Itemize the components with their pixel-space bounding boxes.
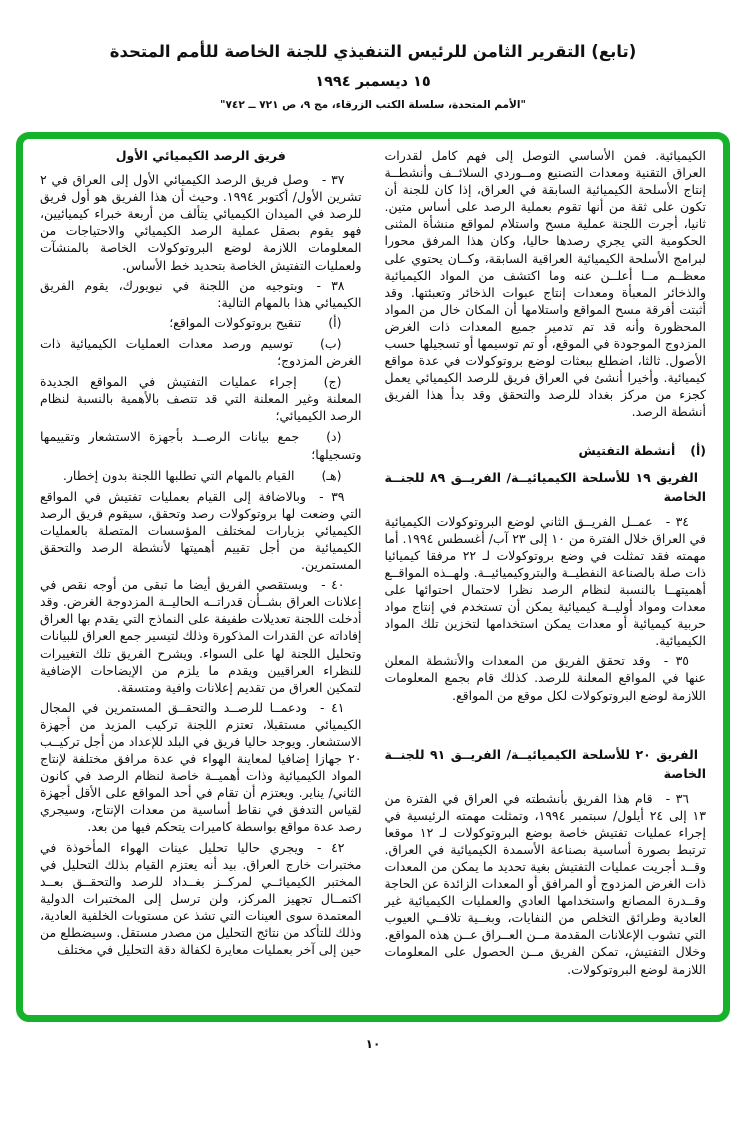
list-item-marker: (ج) [323, 374, 342, 390]
document-header [0, 42, 746, 111]
two-column-layout [23, 139, 723, 1015]
column-left [40, 147, 362, 1015]
paragraph-text: ودعمــا للرصــد والتحقــق المستمرين في المجال الكيميائي مستقبلا، تعتزم اللجنة تركيب المزيد من أجهزة الاستشعار. ويوجد حاليا فريق في البلد للإعداد من أجل تركيــب ٢٠ جهازا إضافيا لمعاينة الهواء في عدة مرافق مختلفة لإنتاج المواد الكيميائية وذات أهميــة خاصة لنظام الرصد في كانون الثاني/ يناير. ويعتزم أن تقام في أحد المواقع على الأقل أجهزة لقياس التدفق في نقاط أساسية من معدات الإنتاج، وسيجري رصد عدة مواقع بواسطة كاميرات يتحكم فيها من بعد. [40, 699, 362, 835]
list-item-b [40, 335, 362, 369]
list-item-text: توسيم ورصد معدات العمليات الكيميائية ذات الغرض المزدوج؛ [40, 335, 362, 369]
section-title: أنشطة التفتيش [578, 442, 676, 458]
list-item-e [40, 467, 362, 484]
section-marker: (أ) [690, 442, 706, 458]
list-item-a [40, 314, 362, 331]
paragraph-text: عمــل الفريــق الثاني لوضع البروتوكولات الكيميائية في العراق خلال الفترة من ١٠ إلى ٢٣ آب/ أغسطس ١٩٩٤. أما مهمته فقد تمثلت في وضع بروتوكولات لـ ٢٢ مرفقا كيميائيا ذات صلة بالصناعة النفطيــة والبتروكيميائيــة. ولهــذه المواقــع أهميتهــا بالنسبة لنظام الرصد نظرا لاحتمال احتوائها على معدات ومواد أوليــة كيميائية يمكن أن تستخدم في إنتاج مواد حربية كيميائية أو معدات يمكن استخدامها لتخزين تلك المواد الكيميائية. [384, 513, 706, 649]
list-item-text: تنقيح بروتوكولات المواقع؛ [169, 314, 302, 330]
paragraph-text: قام هذا الفريق بأنشطته في العراق في الفترة من ١٣ إلى ٢٤ أيلول/ سبتمبر ١٩٩٤، وتمثلت مهمته الرئيسية في إجراء عمليات تفتيش خاصة بوضع البروتوكولات لـ ١٢ موقعا ترتبط بصورة أساسية بصناعة الأسمدة الكيميائية في العراق. وقــد أجريت عمليات التفتيش بغية تحديد ما يمكن من المعدات ذات الغرض المزدوج أو المرافق أو المعدات الزائدة عن الحاجة وقــدرة المصانع واستخدامها العادي والعمليات الكيميائية غير العادية وطرائق التخلص من النفايات، وبغــية تلافــي العيوب التي تشوب الإعلانات المقدمة مــن العــراق عــن هذه المواقع. وخلال التفتيش، تمكن الفريق مــن الحصول على المعلومات اللازمة لوضع البروتوكولات. [384, 790, 706, 977]
paragraph-number: ٣٧ - [321, 172, 345, 188]
list-item-marker: (هـ) [321, 467, 342, 483]
paragraph-continuation: الكيميائية. فمن الأساسي التوصل إلى فهم كامل لقدرات العراق التقنية ومعدات التصنيع ومــوردي السلائــف وأنشطــة إنتاج الأسلحة الكيميائية السابقة في العراق، إذا كان للجنة أن تكون على ثقة من أنها تقوم بعملية الرصد على أساس متين. ثانيا، أجرت اللجنة عملية مسح واستلام لمواقع منشأة المثنى الحكومية التي يجري رصدها حاليا، وكان هذا المرفق محورا لبرامج الأسلحة الكيميائية العراقية السابقة، وكــان يحتوي على معظــم مــا أعلــن عنه وما اكتشف من المواد الكيميائية والذخائر المعبأة ومعدات إنتاج عبوات الذخائر وتعبئتها. وقد أثبتت أفرقة مسح المواقع واستلامها أن المكان خال من المواد المحظورة وأنه قد تم تدمير جميع المعدات ذات الغرض المزدوج الموجودة في الموقع، أو تم توسيمها أو تسجيلها حسب الأصول. ثالثا، اضطلع ببعثات لوضع بروتوكولات في عدة مواقع كيميائية. وأخيرا أنشئ في العراق فريق للرصد الكيميائي يعمل كجزء من مركز بغداد للرصد والتحقق وقد بدأ هذا الفريق أنشطة الرصد. [384, 148, 706, 420]
paragraph-41 [40, 699, 362, 836]
paragraph-number: ٣٨ - [316, 277, 345, 293]
list-item-text: جمع بيانات الرصــد بأجهزة الاستشعار وتقييمها وتسجيلها؛ [40, 429, 362, 462]
page-title: (تابع) التقرير الثامن للرئيس التنفيذي للجنة الخاصة للأمم المتحدة [109, 42, 637, 61]
paragraph-36 [385, 790, 707, 978]
paragraph-text: وقد تحقق الفريق من المعدات والأنشطة المعلن عنها في المواقع المعلنة للرصد. كذلك قام بجمع المعلومات اللازمة لوضع البروتوكولات لكل موقع من المواقع. [384, 653, 706, 703]
paragraph-number: ٣٦ - [665, 790, 689, 806]
list-item-marker: (أ) [328, 314, 342, 330]
list-item-c [40, 373, 362, 424]
list-item-text: القيام بالمهام التي تطلبها اللجنة بدون إخطار. [62, 467, 295, 483]
document-source-citation: "الأمم المتحدة، سلسلة الكتب الزرقاء، مج ٩، ص ٧٢١ ــ ٧٤٢" [220, 99, 526, 111]
paragraph-number: ٤١ - [320, 699, 345, 715]
paragraph-42 [40, 839, 362, 959]
paragraph-number: ٤٠ - [321, 577, 345, 593]
page-number: ١٠ [365, 1037, 381, 1051]
paragraph-text: وبتوجيه من اللجنة في نيويورك، يقوم الفريق الكيميائي هذا بالمهام التالية: [40, 277, 362, 310]
list-item-marker: (د) [326, 429, 342, 445]
paragraph-text: ويجري حاليا تحليل عينات الهواء المأخوذة في مختبرات خارج العراق. بيد أنه يعتزم القيام بذلك التحليل في المختبر الكيميائــي لمركــز بغــداد للرصد والتحقــق بعــد اكتمــال تجهيز المركز، ولن ترسل إلى المختبرات الدولية المعتمدة سوى العينات التي تشذ عن مستويات الخلفية العادية، وذلك للتأكد من نتائج التحليل من مصدر مستقل. وسيضطلع من حين إلى آخر بعمليات معايرة لكفالة دقة التحليل في مختلف [40, 839, 362, 958]
first-chemical-monitoring-team-heading: فريق الرصد الكيميائي الأول [115, 148, 286, 163]
paragraph-number: ٣٤ - [665, 513, 690, 529]
list-item-text: إجراء عمليات التفتيش في المواقع الجديدة المعلنة وغير المعلنة التي قد تتصف بالأهمية بالنسبة لنظام الرصد الكيميائي؛ [40, 374, 362, 424]
paragraph-38 [40, 277, 362, 311]
paragraph-number: ٣٩ - [319, 488, 345, 504]
paragraph-text: ويستقصي الفريق أيضا ما تبقى من أوجه نقص في إعلانات العراق بشــأن قدراتــه الحاليــة المزدوجة الغرض. وقد أدخلت اللجنة تعديلات طفيفة على النماذج التي يقدم بها العراق إفاداته عن القدرات المذكورة وذلك لتيسير جمع العراق للبيانات وتحليل اللجنة لها على السواء. ويشرح الفريق تلك التغييرات للنظراء العراقيين ويقدم ما يلزم من الإيضاحات الإضافية لتمكين العراق من تقديم إعلانات وافية ومتسقة. [40, 577, 362, 695]
list-item-marker: (ب) [319, 335, 342, 351]
list-item-d [40, 428, 362, 462]
document-date: ١٥ ديسمبر ١٩٩٤ [315, 74, 431, 90]
paragraph-text: وبالاضافة إلى القيام بعمليات تفتيش في المواقع التي وضعت لها بروتوكولات رصد وتحقق، سيقوم فريق الرصد الكيميائي بزيارات لمختلف المؤسسات المتصلة بالعمليات الكيميائية من أجل تقييم أهميتها لأنشطة الرصد والتحقق المستمرين. [40, 488, 362, 573]
paragraph-37 [40, 171, 362, 274]
team19-heading: الفريق ١٩ للأسلحة الكيميائيــة/ الفريــق ٨٩ للجنــة الخاصة [384, 469, 706, 504]
column-right [385, 147, 707, 1015]
paragraph-number: ٤٢ - [316, 839, 345, 855]
section-heading-inspection-activities [385, 442, 707, 459]
paragraph-35 [385, 652, 707, 703]
paragraph-number: ٣٥ - [663, 653, 689, 669]
paragraph-text: وصل فريق الرصد الكيميائي الأول إلى العراق في ٢ تشرين الأول/ أكتوبر ١٩٩٤. وحيث أن هذا الفريق هو أول فريق للرصد في الميدان الكيميائي يتألف من أربعة خبراء كيميائيين، فهو يقوم بصقل عملية الرصد الكيميائي والاحتياجات من المعلومات اللازمة لوضع البروتوكولات الخاصة بالمنشآت ولعمليات التفتيش الخاصة بتحديد خط الأساس. [40, 172, 362, 273]
paragraph-34 [385, 513, 707, 650]
paragraph-40 [40, 576, 362, 696]
team20-heading: الفريق ٢٠ للأسلحة الكيميائيــة/ الفريــق ٩١ للجنــة الخاصة [384, 746, 706, 781]
green-border-frame [16, 132, 730, 1022]
paragraph-39 [40, 488, 362, 573]
